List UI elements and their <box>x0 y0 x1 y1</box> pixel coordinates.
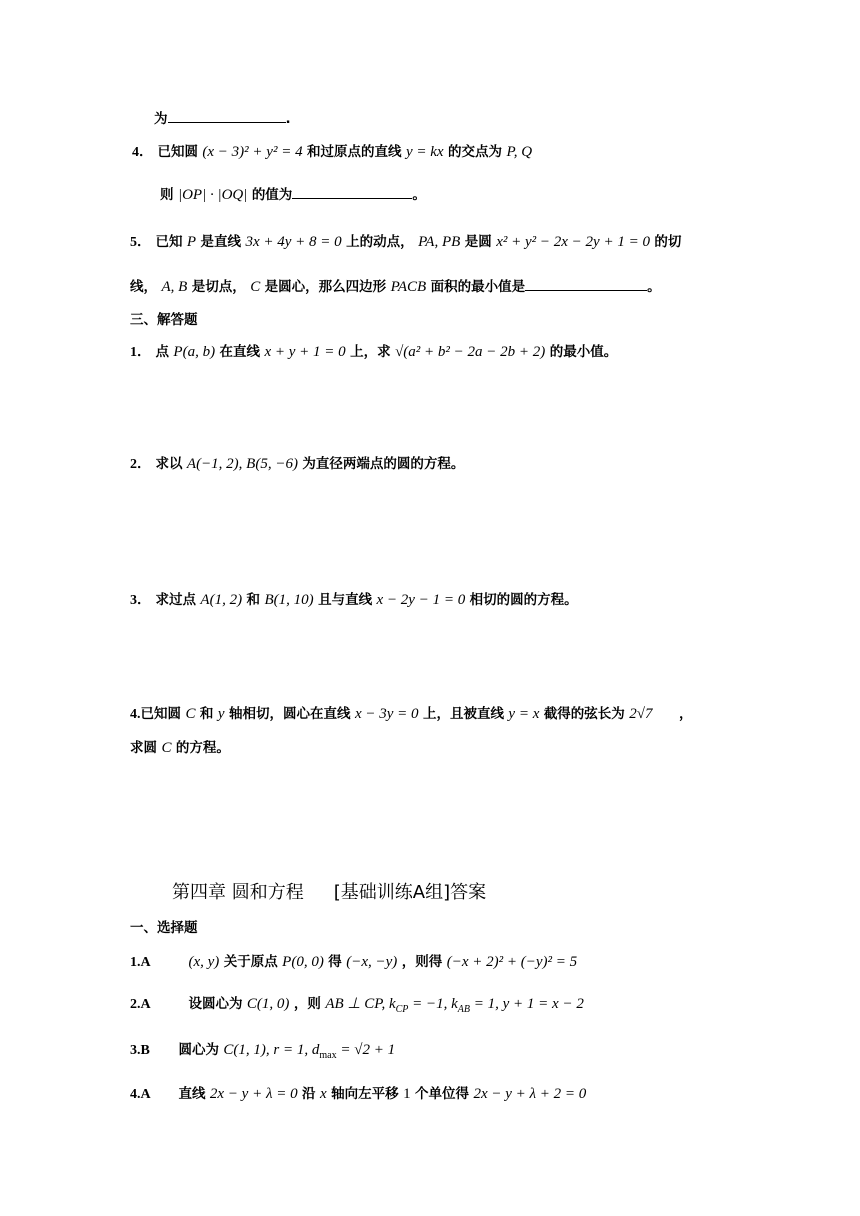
answer-3 <box>130 1040 395 1066</box>
solve-q2-number: 2． <box>130 457 151 472</box>
solve-q3-text1: 求过点 <box>155 592 196 608</box>
answers-heading-group: [基础训练A组]答案 <box>333 882 487 903</box>
solve-q2-text1: 求以 <box>155 456 183 472</box>
answer-2-text2: ，则 <box>293 996 321 1012</box>
answer-4-eq2: x <box>320 1086 327 1102</box>
solve-q4-eq3: x − 3y = 0 <box>354 706 419 722</box>
answer-3-eq-main: C(1, 1), r = 1, d <box>223 1042 320 1058</box>
answer-3-text1: 圆心为 <box>178 1042 219 1058</box>
q3-answer-line <box>154 108 291 129</box>
fill-q5-line2-text2: 是切点， <box>191 279 246 295</box>
solve-q3 <box>130 590 578 611</box>
fill-q5-line2-eq2: C <box>250 279 261 295</box>
solve-q3-text3: 且与直线 <box>318 592 373 608</box>
answer-2-sub-cp: CP <box>395 1004 409 1015</box>
solve-q4-line1 <box>130 704 692 725</box>
fill-q4-eq1: (x − 3)² + y² = 4 <box>202 144 303 160</box>
solve-q4-line2 <box>130 738 230 758</box>
answer-2-end: = 1, y + 1 = x − 2 <box>470 996 584 1012</box>
fill-q5-text2: 是直线 <box>200 234 242 250</box>
answer-1 <box>130 952 577 973</box>
solve-q4-text6: ， <box>678 706 693 722</box>
solve-q4-number: 4. <box>130 707 141 722</box>
solve-q4-text1: 已知圆 <box>140 706 181 722</box>
solve-q2-eq1: A(−1, 2), B(5, −6) <box>186 456 298 472</box>
answer-1-eq2: P(0, 0) <box>282 954 324 970</box>
answer-3-eq <box>223 1042 396 1061</box>
fill-q5-line2-text4: 面积的最小值是 <box>430 279 526 295</box>
solve-q3-text2: 和 <box>246 592 261 608</box>
solve-q1-number: 1． <box>130 345 151 360</box>
fill-q4-text3: 的交点为 <box>448 144 503 160</box>
solve-q1-eq3: √(a² + b² − 2a − 2b + 2) <box>395 344 546 360</box>
answer-2 <box>130 994 584 1020</box>
fill-q5-line2-text3: 是圆心，那么四边形 <box>264 279 387 295</box>
solve-q3-number: 3． <box>130 593 151 608</box>
solve-q3-eq1: A(1, 2) <box>200 592 243 608</box>
fill-q5-answer-blank[interactable] <box>525 276 647 291</box>
solve-q1-text4: 的最小值。 <box>549 344 618 360</box>
answer-1-text2: 关于原点 <box>223 954 278 970</box>
answer-2-text1: 设圆心为 <box>188 996 243 1012</box>
answer-3-label: 3.B <box>130 1043 150 1058</box>
answer-4 <box>130 1084 586 1105</box>
fill-q4-end: 。 <box>412 187 426 203</box>
fill-q5-eq4: x² + y² − 2x − 2y + 1 = 0 <box>496 234 650 250</box>
solve-q3-text4: 相切的圆的方程。 <box>469 592 578 608</box>
q3-prefix: 为 <box>154 111 168 127</box>
fill-q5-eq3: PA, PB <box>418 234 461 250</box>
fill-q4-eq2: y = kx <box>405 144 444 160</box>
solve-q4-text3: 轴相切，圆心在直线 <box>229 706 351 722</box>
solve-q4-eq4: y = x <box>508 706 540 722</box>
answer-4-text4: 个单位得 <box>415 1086 470 1102</box>
fill-q4-text2: 和过原点的直线 <box>307 144 402 160</box>
answer-4-text3: 轴向左平移 <box>331 1086 399 1102</box>
solve-q1-eq1: P(a, b) <box>173 344 216 360</box>
answer-2-label: 2.A <box>130 997 151 1012</box>
solve-q3-eq3: x − 2y − 1 = 0 <box>376 592 466 608</box>
fill-q5-text4: 是圆 <box>464 234 492 250</box>
answer-4-eq4: 2x − y + λ + 2 = 0 <box>473 1086 587 1102</box>
answer-1-eq1: (x, y) <box>188 954 220 970</box>
answer-3-end: = √2 + 1 <box>336 1042 396 1058</box>
fill-q5-line2 <box>130 276 661 297</box>
fill-q5-line1 <box>130 232 681 253</box>
solve-q4-eq2: y <box>217 706 225 722</box>
fill-q4-line1 <box>132 142 532 163</box>
solve-q1-text3: 上，求 <box>350 344 391 360</box>
solve-q3-eq2: B(1, 10) <box>264 592 314 608</box>
answer-1-label: 1.A <box>130 955 151 970</box>
fill-q5-text5: 的切 <box>654 234 682 250</box>
answers-section1-title: 一、选择题 <box>130 920 198 936</box>
answer-1-eq4: (−x + 2)² + (−y)² = 5 <box>446 954 578 970</box>
solve-q4-line2-text1: 求圆 <box>130 740 157 756</box>
fill-q5-text3: 上的动点， <box>346 234 414 250</box>
solve-q4-text2: 和 <box>199 706 214 722</box>
answer-4-eq1: 2x − y + λ = 0 <box>209 1086 298 1102</box>
solve-q1-eq2: x + y + 1 = 0 <box>264 344 346 360</box>
fill-q4-eq3: P, Q <box>506 144 533 160</box>
solve-q4-eq5: 2√7 <box>629 706 653 722</box>
fill-q4-line2 <box>160 184 426 205</box>
section3-title: 三、解答题 <box>130 312 198 328</box>
answer-4-label: 4.A <box>130 1087 151 1102</box>
q3-suffix: . <box>285 111 291 127</box>
fill-q5-eq2: 3x + 4y + 8 = 0 <box>245 234 342 250</box>
answer-1-text3: 得 <box>328 954 342 970</box>
fill-q5-line2-eq1: A, B <box>161 279 188 295</box>
fill-q4-answer-blank[interactable] <box>292 184 412 199</box>
fill-q4-line2-text2: 的值为 <box>251 187 293 203</box>
fill-q5-text1: 已知 <box>155 234 183 250</box>
answer-4-text2: 沿 <box>302 1086 316 1102</box>
fill-q4-line2-eq: |OP| · |OQ| <box>177 187 248 203</box>
solve-q4-text5: 截得的弦长为 <box>543 706 625 722</box>
answer-4-text1: 直线 <box>178 1086 206 1102</box>
solve-q1-text2: 在直线 <box>219 344 261 360</box>
answer-2-sub-ab: AB <box>457 1004 471 1015</box>
q3-answer-blank[interactable] <box>168 108 286 123</box>
answer-2-eq1: C(1, 0) <box>246 996 290 1012</box>
answer-2-eq2 <box>325 996 584 1015</box>
fill-q5-number: 5． <box>130 235 151 250</box>
solve-q4-line2-text2: 的方程。 <box>175 740 230 756</box>
solve-q4-eq1: C <box>185 706 196 722</box>
solve-q4-text4: 上，且被直线 <box>422 706 504 722</box>
answer-1-text4: ，则得 <box>401 954 443 970</box>
fill-q4-line2-text1: 则 <box>160 187 174 203</box>
answer-4-eq3: 1 <box>403 1086 411 1102</box>
answer-2-mid: = −1, k <box>408 996 458 1012</box>
answers-heading <box>172 880 486 906</box>
answer-3-sub-max: max <box>319 1050 337 1061</box>
answer-2-eq2-main: AB ⊥ CP, k <box>325 996 396 1012</box>
fill-q4-number: 4． <box>132 145 153 160</box>
fill-q5-eq1: P <box>186 234 197 250</box>
solve-q1-text1: 点 <box>155 344 169 360</box>
solve-q2-text2: 为直径两端点的圆的方程。 <box>302 456 465 472</box>
fill-q5-line2-eq3: PACB <box>390 279 427 295</box>
solve-q1 <box>130 342 617 363</box>
fill-q5-end: 。 <box>647 279 661 295</box>
fill-q5-line2-text1: 线， <box>130 279 157 295</box>
fill-q4-text1: 已知圆 <box>157 144 198 160</box>
answers-heading-chapter: 第四章 圆和方程 <box>172 882 304 903</box>
solve-q4-line2-eq: C <box>161 740 172 756</box>
answer-1-eq3: (−x, −y) <box>346 954 398 970</box>
solve-q2 <box>130 454 464 475</box>
